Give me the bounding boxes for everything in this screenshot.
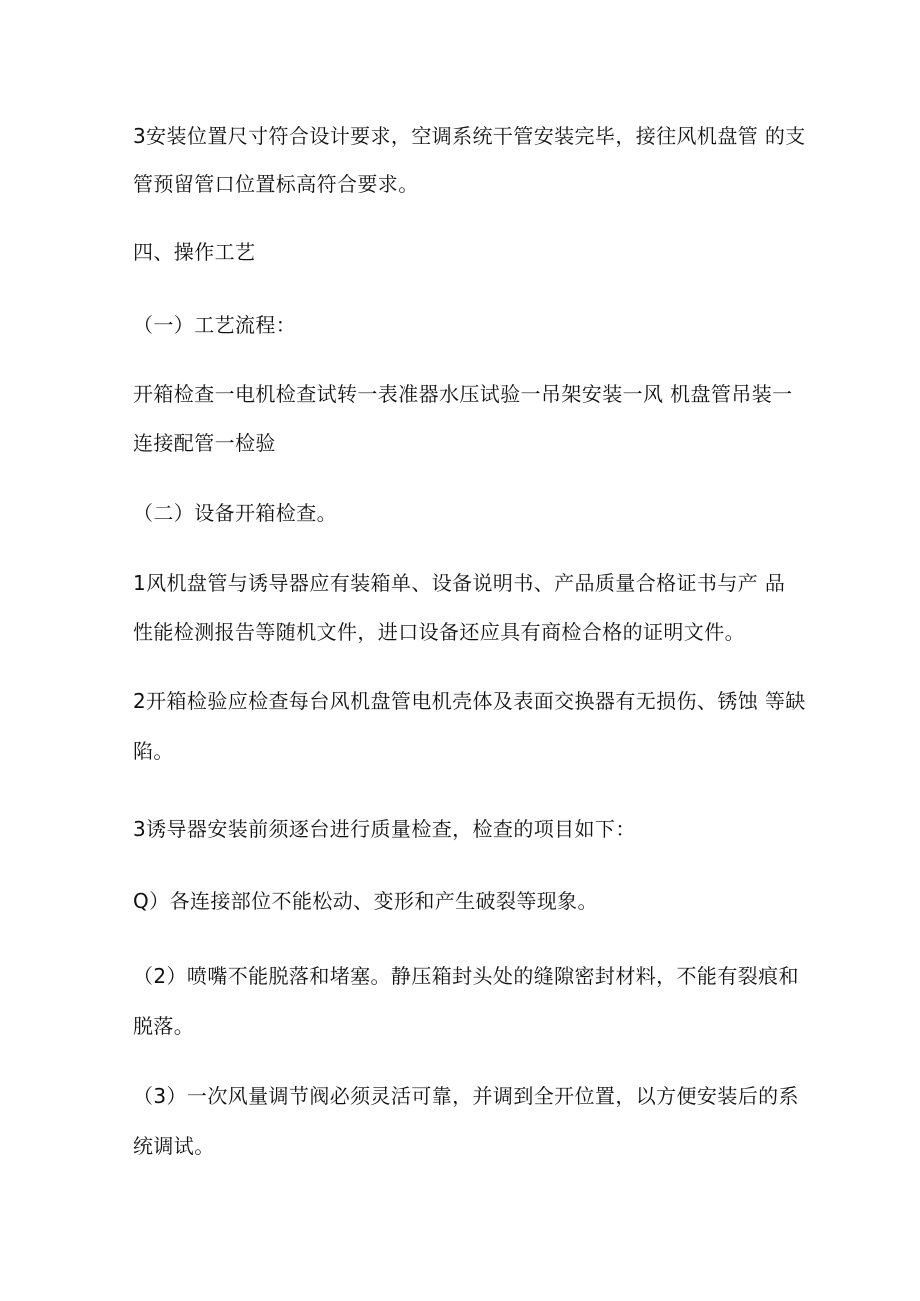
paragraph-line: 2开箱检验应检查每台风机盘管电机壳体及表面交换器有无损伤、锈蚀 等缺 [133, 689, 806, 713]
paragraph-line: 陷。 [133, 739, 174, 763]
paragraph-line: 管预留管口位置标高符合要求。 [133, 172, 419, 196]
paragraph-line: 开箱检查一电机检查试转一表准器水压试验一吊架安装一风 机盘管吊装一 [133, 382, 793, 406]
list-item-line: 统调试。 [133, 1134, 215, 1158]
subsection-heading: （一）工艺流程： [133, 313, 297, 337]
paragraph-line: 3诱导器安装前须逐台进行质量检查，检查的项目如下： [133, 817, 636, 841]
list-item-line: 脱落。 [133, 1014, 195, 1038]
list-item-line: Q）各连接部位不能松动、变形和产生破裂等现象。 [133, 889, 598, 913]
list-item-line: （3）一次风量调节阀必须灵活可靠，并调到全开位置，以方便安装后的系 [133, 1084, 799, 1108]
paragraph-line: 连接配管一检验 [133, 431, 276, 455]
paragraph-line: 性能检测报告等随机文件，进口设备还应具有商检合格的证明文件。 [133, 620, 745, 644]
paragraph-line: 3安装位置尺寸符合设计要求，空调系统干管安装完毕，接往风机盘管 的支 [133, 124, 806, 148]
paragraph-line: 1风机盘管与诱导器应有装箱单、设备说明书、产品质量合格证书与产 品 [133, 571, 786, 595]
list-item-line: （2）喷嘴不能脱落和堵塞。静压箱封头处的缝隙密封材料，不能有裂痕和 [133, 964, 799, 988]
section-heading: 四、操作工艺 [133, 240, 256, 264]
subsection-heading: （二）设备开箱检查。 [133, 501, 337, 525]
